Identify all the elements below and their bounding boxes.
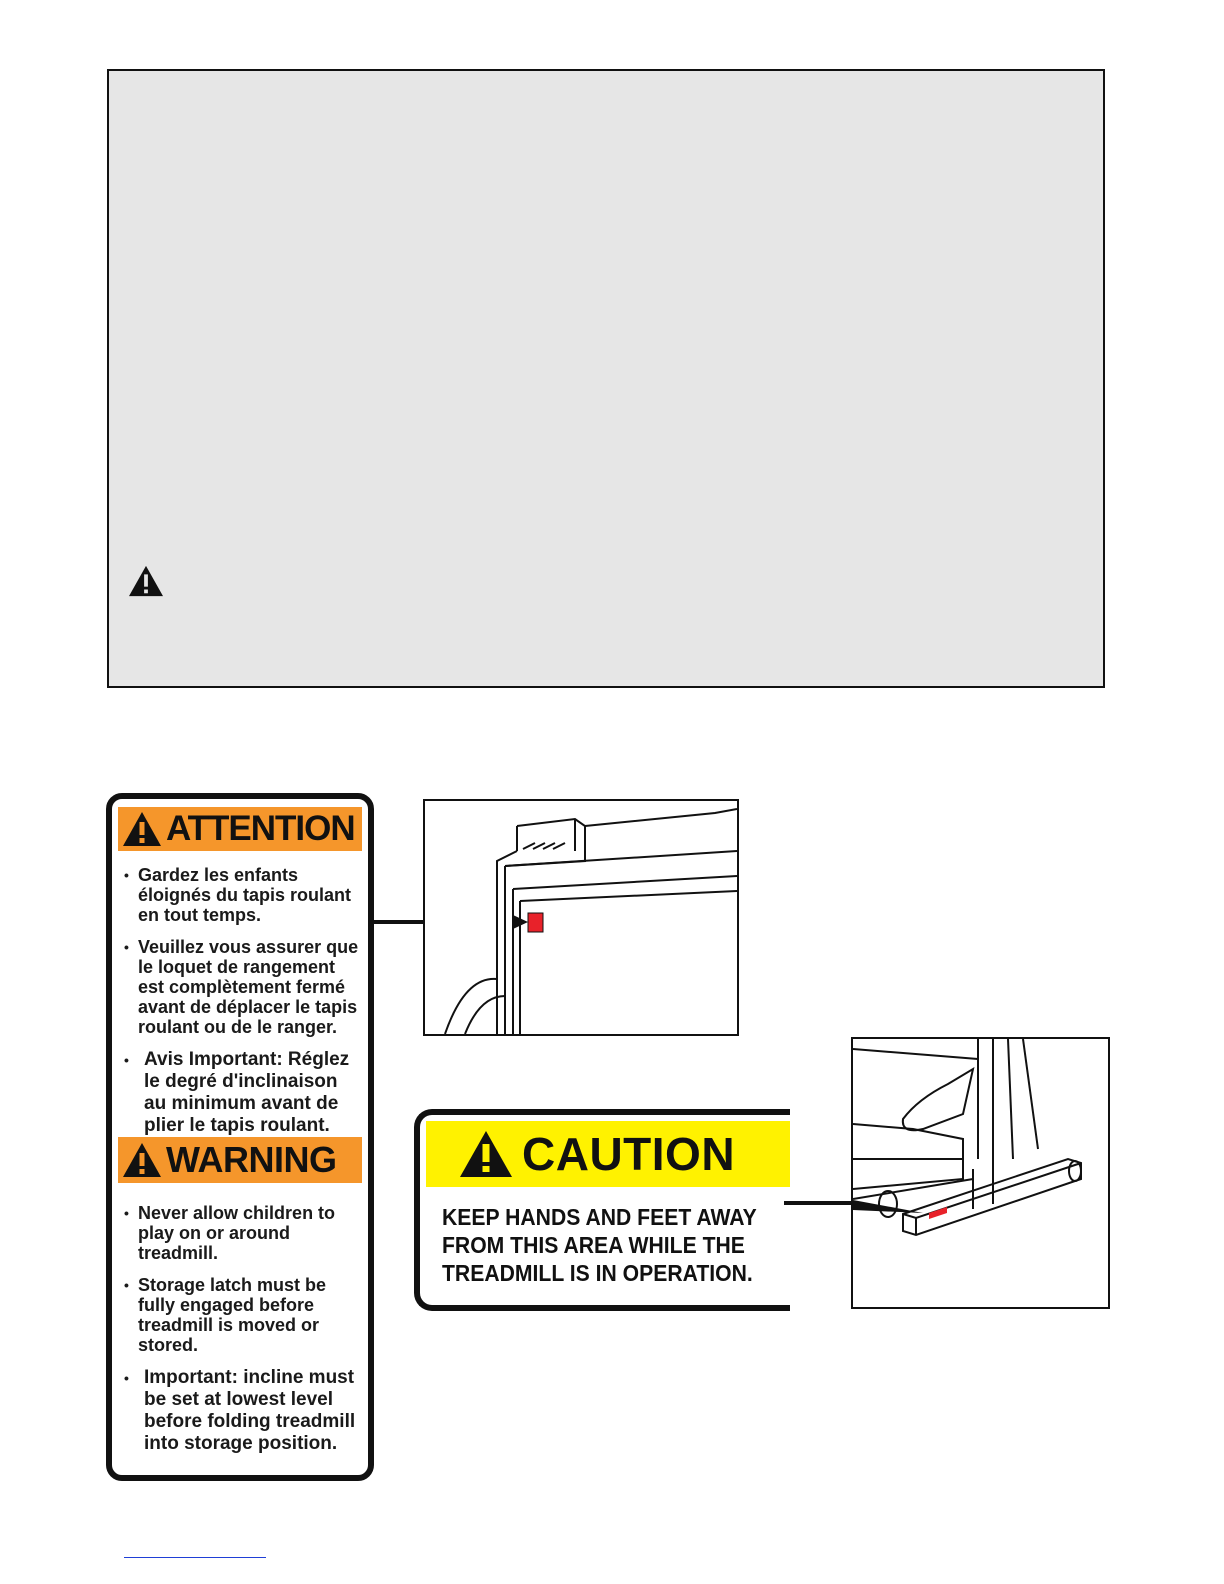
treadmill-frame-drawing <box>425 801 737 1034</box>
warning-triangle-icon <box>127 564 165 598</box>
attention-title: ATTENTION <box>166 809 355 848</box>
warning-title: WARNING <box>166 1139 337 1180</box>
list-item: • Avis Important: Réglez le degré d'inclinaison au minimum avant de plier le tapis roulant. <box>122 1049 364 1137</box>
label-location-marker <box>528 913 543 932</box>
warning-bullet-list <box>122 1203 364 1467</box>
attention-warning-label <box>106 793 374 1481</box>
info-box <box>107 69 1105 688</box>
attention-bullet-list <box>122 865 364 1149</box>
treadmill-frame-illustration <box>423 799 739 1036</box>
footer-rule <box>124 1557 266 1558</box>
treadmill-base-drawing <box>853 1039 1108 1307</box>
caution-header <box>426 1121 790 1187</box>
caution-line: TREADMILL IS IN OPERATION. <box>442 1260 753 1286</box>
label-location-marker <box>929 1207 947 1219</box>
arrowhead <box>853 1200 923 1213</box>
list-item: • Gardez les enfants éloignés du tapis roulant en tout temps. <box>122 865 364 925</box>
list-item: • Storage latch must be fully engaged before treadmill is moved or stored. <box>122 1275 364 1355</box>
list-item: • Never allow children to play on or around treadmill. <box>122 1203 364 1263</box>
list-item: • Important: incline must be set at lowest level before folding treadmill into storage position. <box>122 1367 364 1455</box>
warning-triangle-icon <box>122 811 162 847</box>
attention-header <box>118 807 362 851</box>
warning-triangle-icon <box>122 1142 162 1178</box>
list-item: • Veuillez vous assurer que le loquet de rangement est complètement fermé avant de déplacer le tapis roulant ou de le ranger. <box>122 937 364 1037</box>
caution-line: FROM THIS AREA WHILE THE <box>442 1232 745 1258</box>
caution-title: CAUTION <box>522 1128 736 1180</box>
treadmill-base-illustration <box>851 1037 1110 1309</box>
caution-line: KEEP HANDS AND FEET AWAY <box>442 1204 757 1230</box>
warning-triangle-icon <box>458 1129 514 1179</box>
warning-header <box>118 1137 362 1183</box>
caution-label <box>414 1109 790 1311</box>
caution-message <box>442 1203 757 1287</box>
